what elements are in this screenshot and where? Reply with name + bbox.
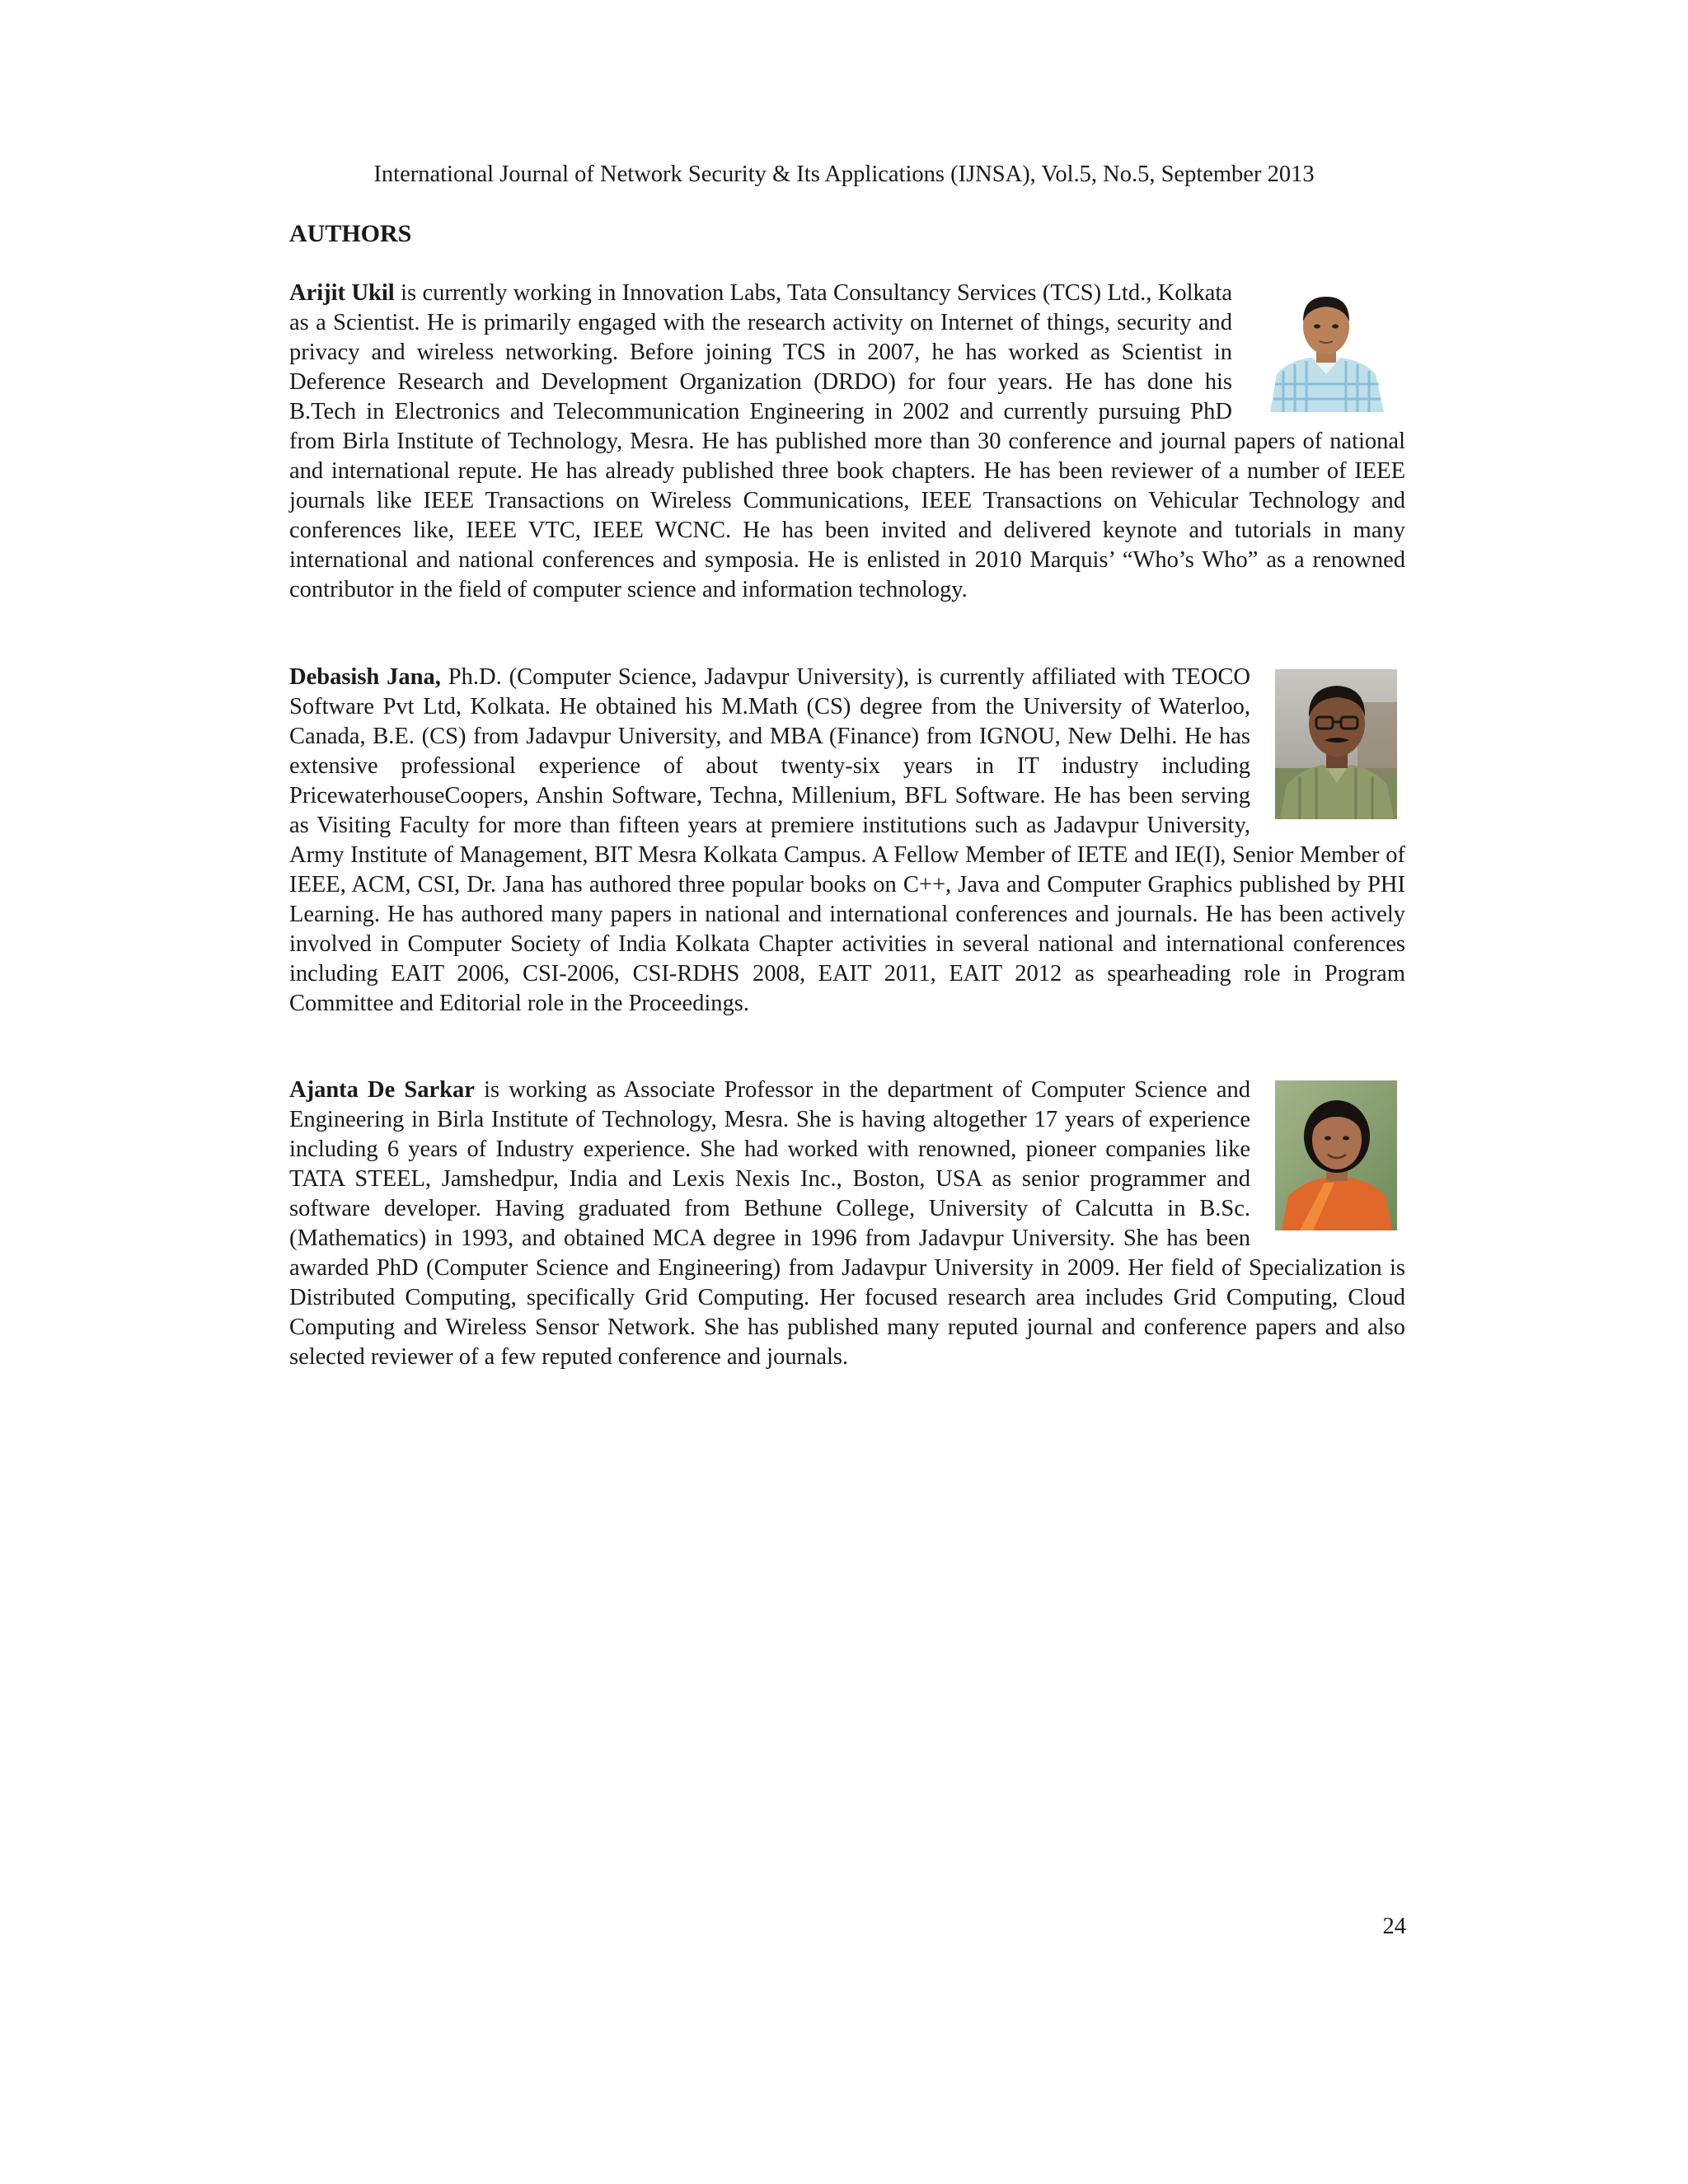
- author-bio-ajanta-de-sarkar: [289, 1076, 1405, 1372]
- author-name: Debasish Jana,: [289, 664, 441, 690]
- author-bio-arijit-ukil: [289, 279, 1405, 605]
- author-photo-arijit-ukil: [1255, 288, 1395, 412]
- author-photo-debasish-jana: [1275, 669, 1397, 819]
- author-bio-debasish-jana: [289, 663, 1405, 1019]
- author-name: Ajanta De Sarkar: [289, 1077, 475, 1103]
- section-heading: AUTHORS: [289, 220, 412, 247]
- author-photo-ajanta-de-sarkar: [1275, 1080, 1397, 1230]
- author-bio-text: is currently working in Innovation Labs, Tata Consultancy Services (TCS) Ltd., Kolkata as a Scientist. He is primarily engaged with the research activity on Internet of things, security and privacy and wireless networking. Before joining TCS in 2007, he has worked as Scientist in Deference Research and Development Organization (DRDO) for four years. He has done his B.Tech in Electronics and Telecommunication Engineering in 2002 and currently pursuing PhD from Birla Institute of Technology, Mesra. He has published more than 30 conference and journal papers of national and international repute. He has already published three book chapters. He has been reviewer of a number of IEEE journals like IEEE Transactions on Wireless Communications, IEEE Transactions on Vehicular Technology and conferences like, IEEE VTC, IEEE WCNC. He has been invited and delivered keynote and tutorials in many international and national conferences and symposia. He is enlisted in 2010 Marquis’ “Who’s Who” as a renowned contributor in the field of computer science and information technology.: [289, 280, 1405, 602]
- author-bio-text: Ph.D. (Computer Science, Jadavpur University), is currently affiliated with TEOCO Software Pvt Ltd, Kolkata. He obtained his M.Math (CS) degree from the University of Waterloo, Canada, B.E. (CS) from Jadavpur University, and MBA (Finance) from IGNOU, New Delhi. He has extensive professional experience of about twenty-six years in IT industry including PricewaterhouseCoopers, Anshin Software, Techna, Millenium, BFL Software. He has been serving as Visiting Faculty for more than fifteen years at premiere institutions such as Jadavpur University, Army Institute of Management, BIT Mesra Kolkata Campus. A Fellow Member of IETE and IE(I), Senior Member of IEEE, ACM, CSI, Dr. Jana has authored three popular books on C++, Java and Computer Graphics published by PHI Learning. He has authored many papers in national and international conferences and journals. He has been actively involved in Computer Society of India Kolkata Chapter activities in several national and international conferences including EAIT 2006, CSI-2006, CSI-RDHS 2008, EAIT 2011, EAIT 2012 as spearheading role in Program Committee and Editorial role in the Proceedings.: [289, 664, 1405, 1016]
- author-bio-text: is working as Associate Professor in the department of Computer Science and Engineering in Birla Institute of Technology, Mesra. She is having altogether 17 years of experience including 6 years of Industry experience. She had worked with renowned, pioneer companies like TATA STEEL, Jamshedpur, India and Lexis Nexis Inc., Boston, USA as senior programmer and software developer. Having graduated from Bethune College, University of Calcutta in B.Sc. (Mathematics) in 1993, and obtained MCA degree in 1996 from Jadavpur University. She has been awarded PhD (Computer Science and Engineering) from Jadavpur University in 2009. Her field of Specialization is Distributed Computing, specifically Grid Computing. Her focused research area includes Grid Computing, Cloud Computing and Wireless Sensor Network. She has published many reputed journal and conference papers and also selected reviewer of a few reputed conference and journals.: [289, 1077, 1405, 1370]
- author-name: Arijit Ukil: [289, 280, 395, 306]
- page-number: 24: [1382, 1914, 1406, 1939]
- running-header: International Journal of Network Security & Its Applications (IJNSA), Vol.5, No.5, September 2013: [373, 162, 1315, 187]
